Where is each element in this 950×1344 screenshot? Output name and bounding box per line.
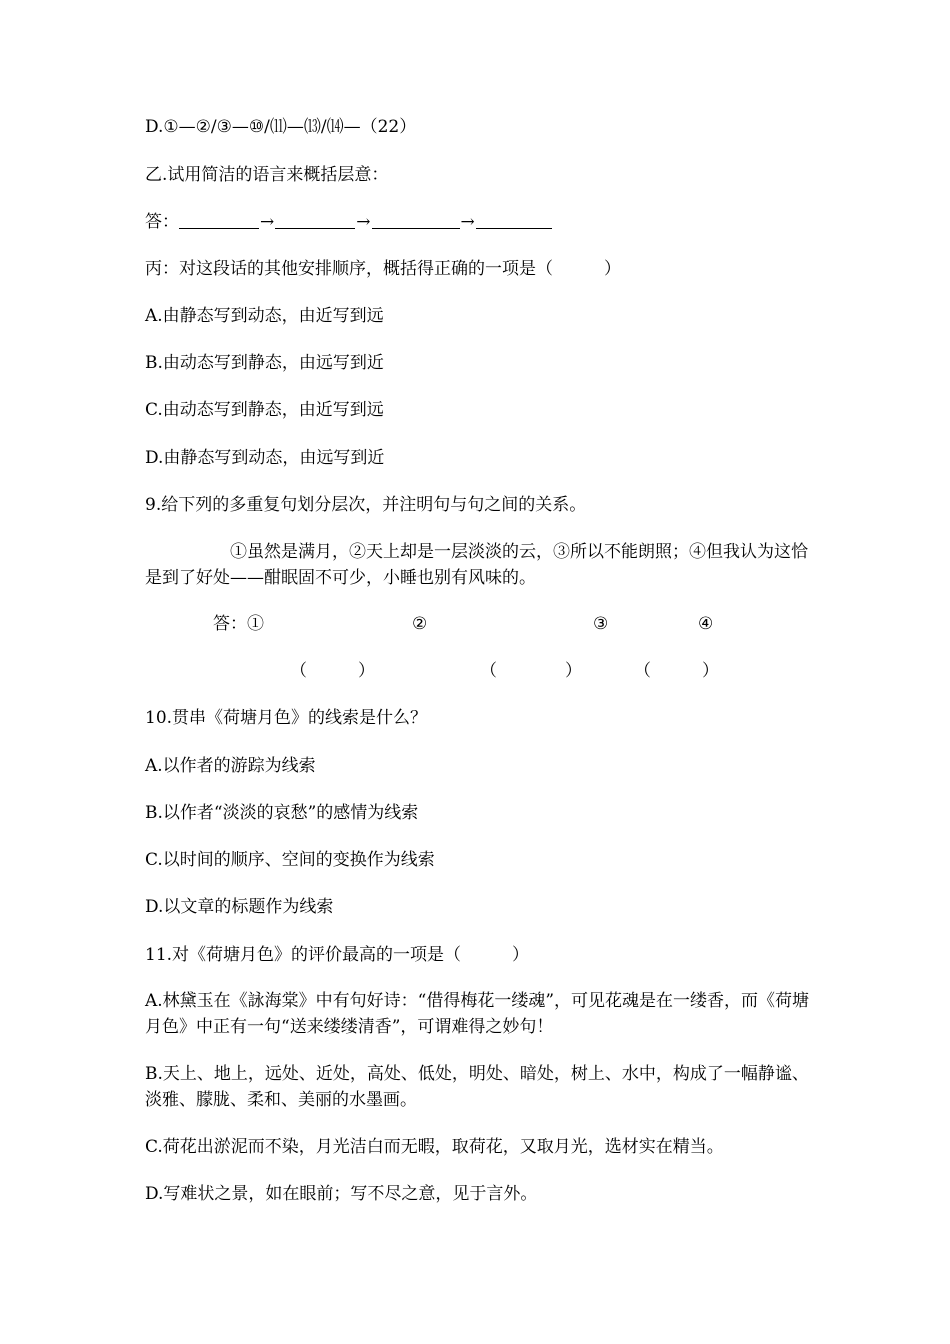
- q10-option-c: C.以时间的顺序、空间的变换作为线索: [145, 850, 435, 870]
- q11-title: 11.对《荷塘月色》的评价最高的一项是（ ）: [145, 945, 530, 965]
- q9-mark-2: ②: [412, 614, 428, 634]
- q9-passage: ①虽然是满月，②天上却是一层淡淡的云，③所以不能朗照；④但我认为这恰是到了好处——酣眠固不可少，小睡也别有风味的。: [145, 542, 808, 588]
- q11-option-c: C.荷花出淤泥而不染，月光洁白而无暇，取荷花，又取月光，选材实在精当。: [145, 1137, 724, 1157]
- q11-option-d: D.写难状之景，如在眼前；写不尽之意，见于言外。: [145, 1184, 538, 1204]
- q10-option-a: A.以作者的游踪为线索: [145, 756, 316, 776]
- q8-option-d: D.①—②/③—⑩/⑾—⒀/⒁—（22）: [145, 117, 417, 137]
- q10-option-b: B.以作者“淡淡的哀愁”的感情为线索: [145, 803, 419, 823]
- q8-option-a: A.由静态写到动态，由近写到远: [145, 306, 384, 326]
- q10-option-d: D.以文章的标题作为线索: [145, 897, 334, 917]
- q8-part-bing: 丙：对这段话的其他安排顺序，概括得正确的一项是（ ）: [145, 259, 621, 279]
- q9-answer-label: 答：①: [213, 614, 264, 634]
- answer-blank-3[interactable]: [372, 212, 460, 229]
- answer-label: 答：: [145, 212, 179, 232]
- q9-paren-1: （ ）: [290, 661, 375, 681]
- arrow-icon: →: [260, 212, 275, 232]
- q10-title: 10.贯串《荷塘月色》的线索是什么？: [145, 708, 428, 728]
- q8-option-c: C.由动态写到静态，由近写到远: [145, 400, 384, 420]
- q8-option-d2: D.由静态写到动态，由远写到近: [145, 448, 385, 468]
- arrow-icon: →: [356, 212, 371, 232]
- q8-part-yi: 乙.试用简洁的语言来概括层意：: [145, 165, 389, 185]
- q8-answer-line: [145, 210, 552, 234]
- q9-paren-2: （ ）: [480, 661, 582, 681]
- q9-paren-3: （ ）: [634, 661, 719, 681]
- q9-mark-4: ④: [698, 614, 714, 634]
- arrow-icon: →: [460, 212, 475, 232]
- q9-mark-3: ③: [593, 614, 609, 634]
- q8-option-b: B.由动态写到静态，由远写到近: [145, 353, 384, 373]
- q11-option-b: B.天上、地上，远处、近处，高处、低处，明处、暗处，树上、水中，构成了一幅静谧、淡雅、朦胧、柔和、美丽的水墨画。: [145, 1064, 809, 1110]
- answer-blank-1[interactable]: [179, 212, 259, 229]
- answer-blank-4[interactable]: [476, 212, 552, 229]
- answer-blank-2[interactable]: [275, 212, 355, 229]
- q11-option-a: A.林黛玉在《詠海棠》中有句好诗：“借得梅花一缕魂”，可见花魂是在一缕香，而《荷塘月色》中正有一句“送来缕缕清香”，可谓难得之妙句！: [145, 991, 810, 1037]
- q9-title: 9.给下列的多重复句划分层次，并注明句与句之间的关系。: [145, 495, 587, 515]
